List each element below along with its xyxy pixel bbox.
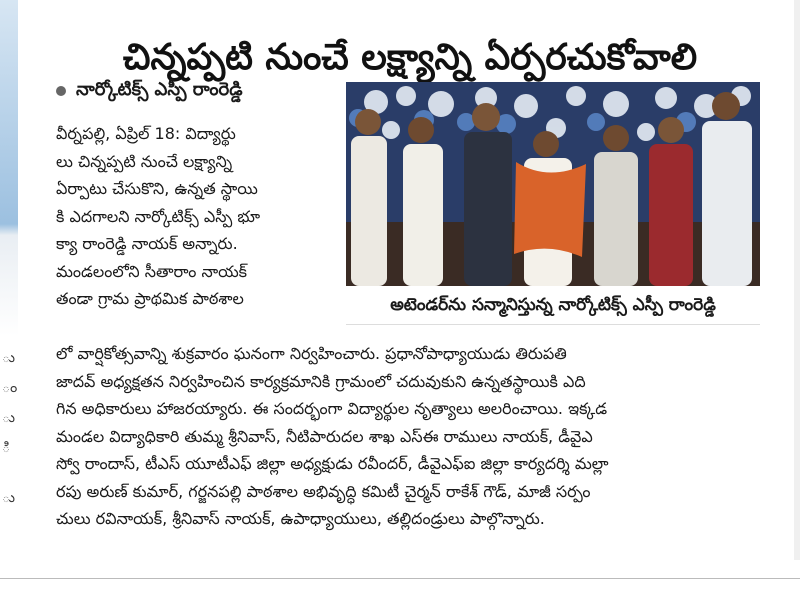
text-line: వీర్నపల్లి, ఏప్రిల్ 18: విద్యార్థు	[56, 124, 236, 143]
bottom-divider	[0, 578, 800, 579]
article-subhead	[56, 76, 243, 106]
adjacent-article-strip	[0, 0, 18, 560]
text-line: లో వార్షికోత్సవాన్ని శుక్రవారం ఘనంగా నిర్వహించారు. ప్రధానోపాధ్యాయుడు తిరుపతి	[56, 344, 567, 363]
adjacent-text-fragment: ు	[2, 410, 15, 426]
event-photo	[346, 82, 760, 286]
page-edge	[794, 0, 800, 560]
subhead-text: నార్కోటిక్స్ ఎస్పీ రాంరెడ్డి	[76, 78, 243, 100]
bullet-icon	[56, 86, 66, 96]
article-headline: చిన్నప్పటి నుంచే లక్ష్యాన్ని ఏర్పరచుకోవాలి	[122, 37, 698, 79]
text-line: కి ఎదగాలని నార్కోటిక్స్ ఎస్పీ భూ	[56, 206, 261, 226]
text-line: చులు రవినాయక్, శ్రీనివాస్ నాయక్, ఉపాధ్యాయులు, తల్లిదండ్రులు పాల్గొన్నారు.	[56, 509, 545, 528]
adjacent-text-fragment: ు	[2, 490, 15, 506]
photo-caption: అటెండర్‌ను సన్మానిస్తున్న నార్కోటిక్స్ ఎస్పీ రాంరెడ్డి	[346, 290, 760, 325]
text-line: రపు అరుణ్ కుమార్, గర్జనపల్లి పాఠశాల అభివృద్ధి కమిటీ చైర్మన్ రాకేశ్ గౌడ్, మాజీ సర్పం	[56, 481, 591, 501]
article-column-text	[56, 120, 331, 313]
text-line: మండల విద్యాధికారి తుమ్మ శ్రీనివాస్, నీటిపారుదల శాఖ ఎస్ఈ రాములు నాయక్, డీవైఎ	[56, 426, 593, 446]
text-line: మండలంలోని సీతారాం నాయక్	[56, 261, 248, 281]
adjacent-text-fragment: ి	[2, 440, 11, 456]
adjacent-text-fragment: ం	[2, 380, 18, 396]
text-line: క్యా రాంరెడ్డి నాయక్ అన్నారు.	[56, 234, 238, 253]
text-line: స్వో రాందాస్, టీఎస్ యూటీఎఫ్ జిల్లా అధ్యక్షుడు రవీందర్, డీవైఎఫ్ఐ జిల్లా కార్యదర్శి మల్లా	[56, 454, 609, 473]
text-line: గిన అధికారులు హాజరయ్యారు. ఈ సందర్భంగా విద్యార్థుల నృత్యాలు అలరించాయి. ఇక్కడ	[56, 399, 608, 418]
event-photo-illustration	[346, 82, 760, 286]
text-line: జాదవ్ అధ్యక్షతన నిర్వహించిన కార్యక్రమానికి గ్రామంలో చదువుకుని ఉన్నతస్థాయికి ఎది	[56, 371, 586, 391]
article-body-text	[56, 340, 766, 533]
text-line: ఏర్పాటు చేసుకొని, ఉన్నత స్థాయి	[56, 179, 258, 198]
text-line: లు చిన్నప్పటి నుంచే లక్ష్యాన్ని	[56, 151, 233, 171]
text-line: తండా గ్రామ ప్రాథమిక పాఠశాల	[56, 289, 244, 308]
adjacent-text-fragment: ు	[2, 350, 15, 366]
